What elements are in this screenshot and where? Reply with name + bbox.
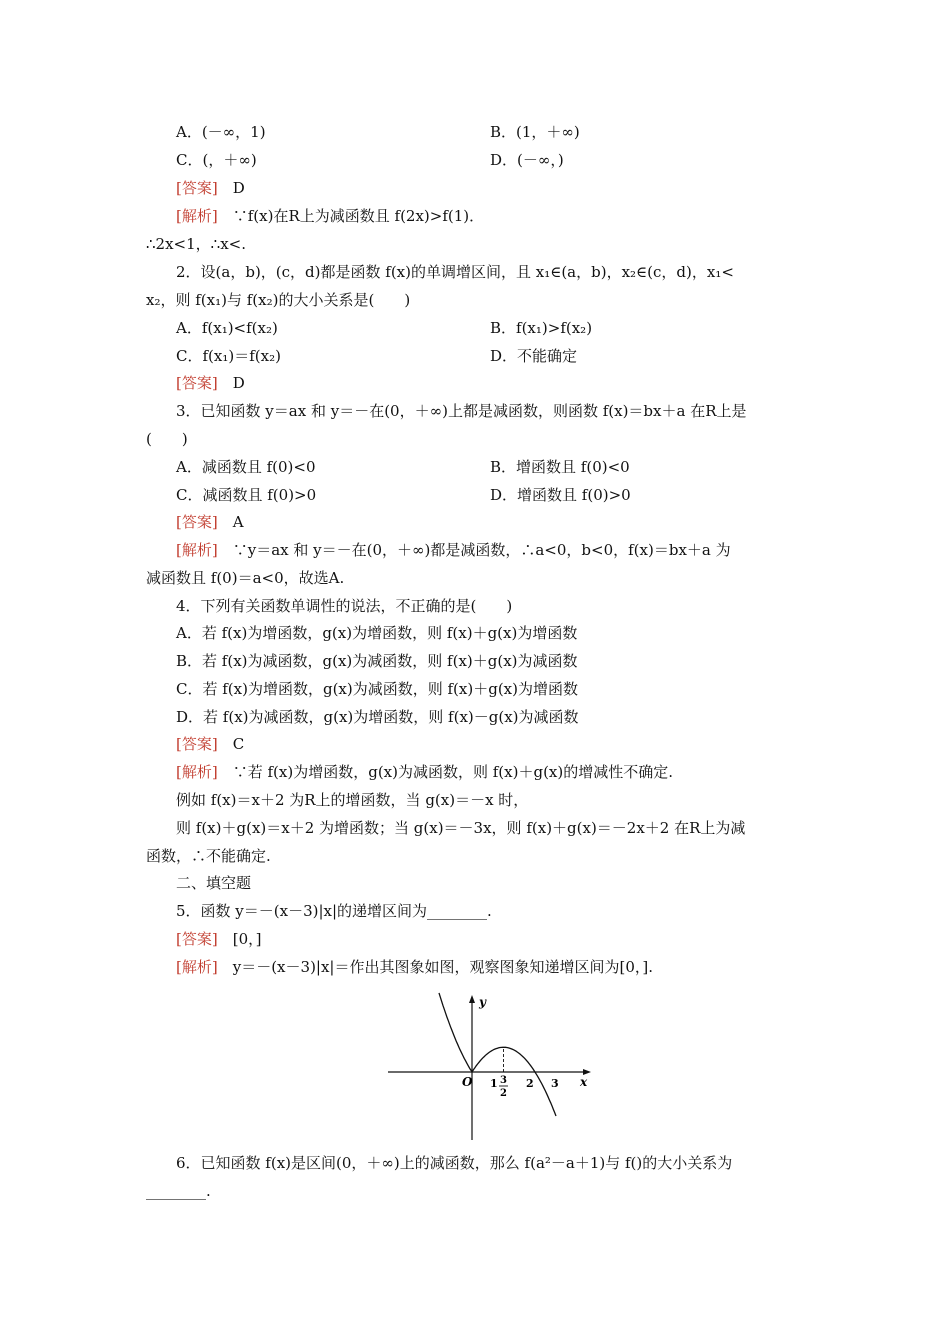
analysis-tag: [解析] xyxy=(176,541,218,559)
q3-answer-line xyxy=(176,512,244,532)
q1-option-d: D．(－∞，) xyxy=(490,151,564,169)
q5-stem: 5．函数 y＝－(x－3)|x|的递增区间为________. xyxy=(176,902,492,920)
q1-analysis-2: ∴2x<1，∴x<. xyxy=(146,235,246,253)
q3-stem-2: ( ) xyxy=(146,430,188,448)
x-axis-label: x xyxy=(580,1075,588,1089)
q5-analysis-line xyxy=(176,957,653,977)
q3-option-c: C．减函数且 f(0)>0 xyxy=(176,486,317,504)
tick-label-2: 2 xyxy=(526,1077,534,1090)
q2-option-c: C．f(x₁)＝f(x₂) xyxy=(176,347,281,365)
analysis-tag: [解析] xyxy=(176,207,218,225)
analysis-tag: [解析] xyxy=(176,958,218,976)
answer-tag: [答案] xyxy=(176,513,218,531)
q2-stem-1: 2．设(a，b)，(c，d)都是函数 f(x)的单调增区间，且 x₁∈(a，b)，x₂∈(c，d)，x₁< xyxy=(176,263,734,281)
q3-option-b: B．增函数且 f(0)<0 xyxy=(490,458,630,476)
answer-tag: [答案] xyxy=(176,735,218,753)
q2-answer: D xyxy=(232,374,245,392)
y-axis-label: y xyxy=(479,995,486,1009)
q3-option-d: D．增函数且 f(0)>0 xyxy=(490,486,631,504)
q4-option-a: A．若 f(x)为增函数，g(x)为增函数，则 f(x)＋g(x)为增函数 xyxy=(176,624,578,642)
tick-label-frac-den: 2 xyxy=(500,1088,507,1099)
section-heading: 二、填空题 xyxy=(176,874,252,892)
analysis-tag: [解析] xyxy=(176,763,218,781)
q3-answer: A xyxy=(232,513,244,531)
answer-tag: [答案] xyxy=(176,930,218,948)
q4-option-c: C．若 f(x)为增函数，g(x)为减函数，则 f(x)＋g(x)为增函数 xyxy=(176,680,578,698)
q3-analysis-1: ∵y＝ax 和 y＝－在(0，＋∞)都是减函数，∴a<0，b<0，f(x)＝bx＋a 为 xyxy=(232,541,731,559)
q6-stem-1: 6．已知函数 f(x)是区间(0，＋∞)上的减函数，那么 f(a²－a＋1)与 f()的大小关系为 xyxy=(176,1154,733,1172)
q4-answer-line xyxy=(176,734,244,754)
q1-option-c: C．(，＋∞) xyxy=(176,151,257,169)
q5-analysis: y＝－(x－3)|x|＝作出其图象如图，观察图象知递增区间为[0，]. xyxy=(232,958,654,976)
q4-analysis-4: 函数，∴不能确定. xyxy=(146,847,271,865)
q1-answer: D xyxy=(232,179,245,197)
q4-option-b: B．若 f(x)为减函数，g(x)为减函数，则 f(x)＋g(x)为减函数 xyxy=(176,652,578,670)
q2-option-b: B．f(x₁)>f(x₂) xyxy=(490,319,593,337)
q4-analysis-1: ∵若 f(x)为增函数，g(x)为减函数，则 f(x)＋g(x)的增减性不确定. xyxy=(232,763,674,781)
q2-option-a: A．f(x₁)<f(x₂) xyxy=(176,319,278,337)
q4-answer: C xyxy=(232,735,245,753)
y-axis-arrow xyxy=(469,995,475,1003)
q4-stem: 4．下列有关函数单调性的说法，不正确的是( ) xyxy=(176,597,513,615)
function-curve xyxy=(439,993,556,1116)
tick-label-3: 3 xyxy=(551,1077,559,1090)
q2-option-d: D．不能确定 xyxy=(490,347,578,365)
tick-label-frac-num: 3 xyxy=(500,1075,507,1086)
q1-option-a: A．(－∞，1) xyxy=(176,123,266,141)
q4-analysis-2: 例如 f(x)＝x＋2 为R上的增函数，当 g(x)＝－x 时， xyxy=(176,791,529,809)
q3-option-a: A．减函数且 f(0)<0 xyxy=(176,458,316,476)
q5-answer: [0，] xyxy=(232,930,262,948)
q3-analysis-line xyxy=(176,540,731,560)
q4-option-d: D．若 f(x)为减函数，g(x)为增函数，则 f(x)－g(x)为减函数 xyxy=(176,708,579,726)
q4-analysis-3: 则 f(x)＋g(x)＝x＋2 为增函数；当 g(x)＝－3x，则 f(x)＋g(x)＝－2x＋2 在R上为减 xyxy=(176,819,746,837)
q1-option-b: B．(1，＋∞) xyxy=(490,123,580,141)
answer-tag: [答案] xyxy=(176,374,218,392)
q4-analysis-line xyxy=(176,762,673,782)
q3-analysis-2: 减函数且 f(0)＝a<0，故选A. xyxy=(146,569,345,587)
function-graph xyxy=(386,992,606,1142)
q1-answer-line xyxy=(176,178,245,198)
q1-analysis-line xyxy=(176,206,484,226)
q2-answer-line xyxy=(176,373,245,393)
q1-analysis-1: ∵f(x)在R上为减函数且 f(2x)>f(1)． xyxy=(232,207,485,225)
answer-tag: [答案] xyxy=(176,179,218,197)
origin-label: O xyxy=(462,1075,473,1089)
q5-answer-line xyxy=(176,929,261,949)
q2-stem-2: x₂，则 f(x₁)与 f(x₂)的大小关系是( ) xyxy=(146,291,411,309)
q3-stem-1: 3．已知函数 y＝ax 和 y＝－在(0，＋∞)上都是减函数，则函数 f(x)＝bx＋a 在R上是 xyxy=(176,402,747,420)
tick-label-1: 1 xyxy=(490,1077,498,1090)
q6-stem-2: ________. xyxy=(146,1182,211,1200)
